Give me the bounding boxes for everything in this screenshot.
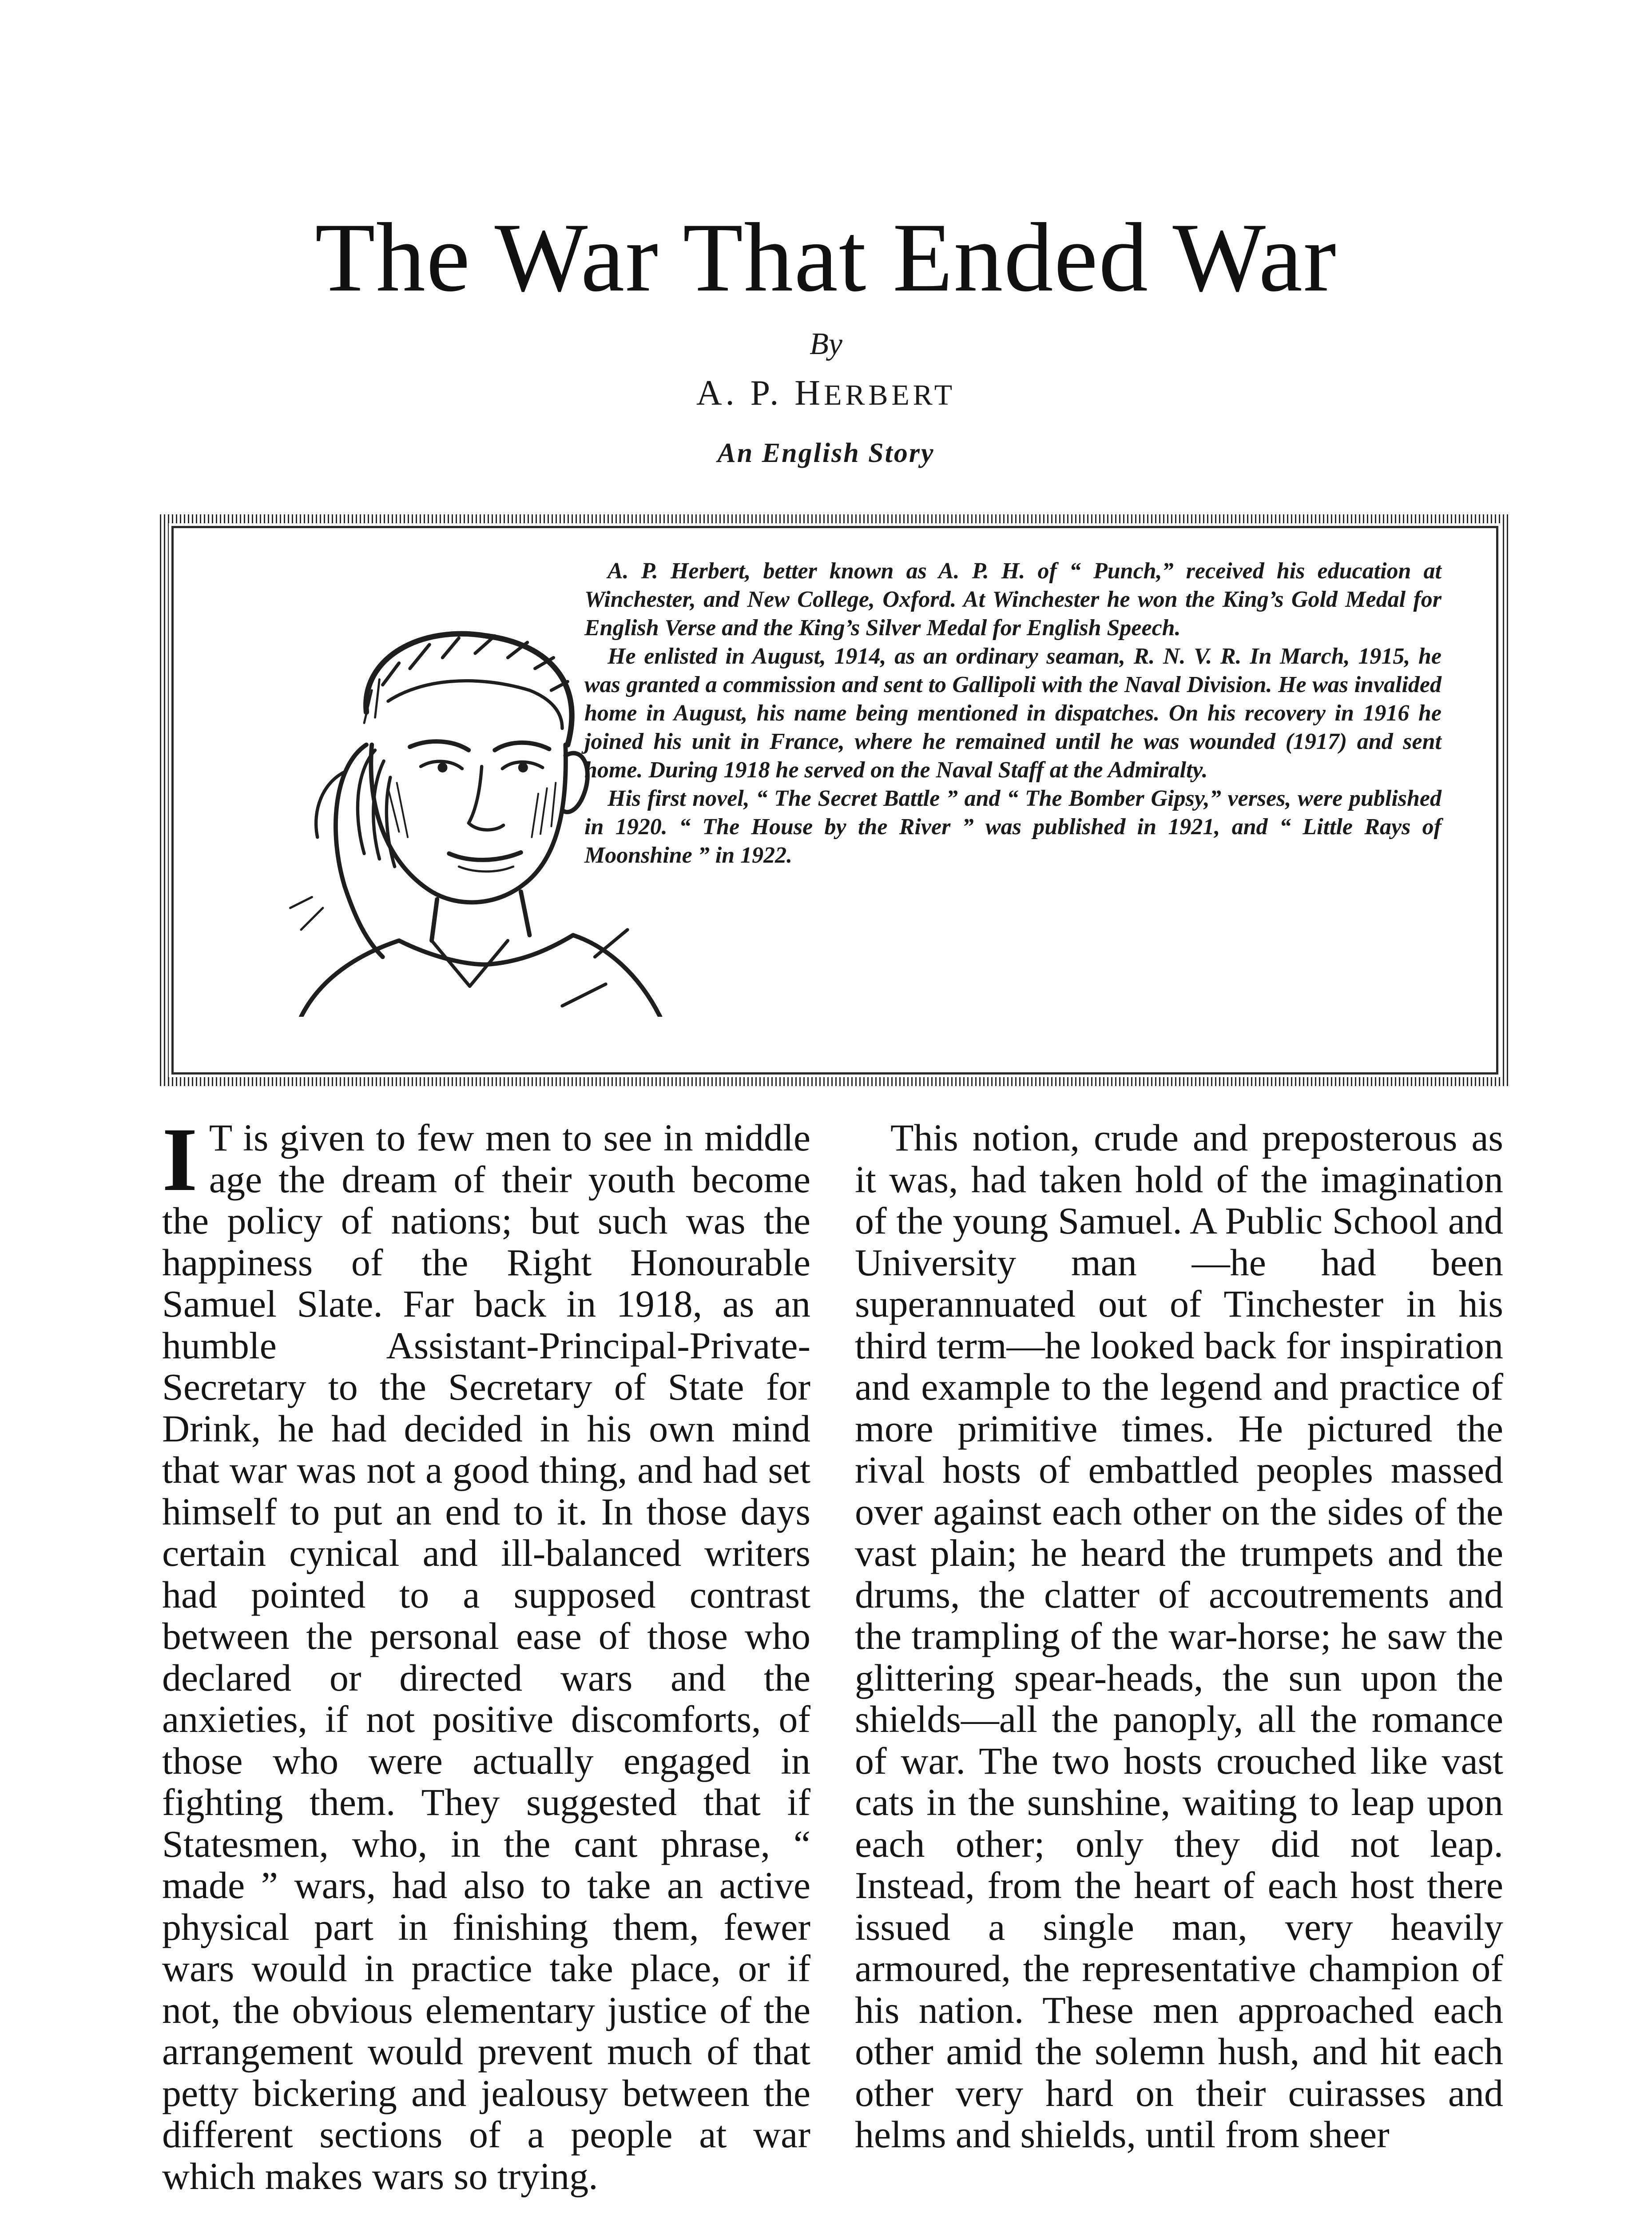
story-title: The War That Ended War xyxy=(315,203,1337,312)
story-column-right xyxy=(855,1117,1503,2156)
story-text: T is given to few men to see in middle age the dream of their youth become the policy of nations; but such was the happiness of the Right Honourable Samuel Slate. Far back in 1918, as an humble Assistant-Principal-Private-Secretary to the Secretary of State for Drink, he had decided in his own mind that war was not a good thing, and had set himself to put an end to it. In those days certain cynical and ill-balanced writers had pointed to a supposed contrast between the personal ease of those who declared or directed wars and the anxieties, if not positive discomforts, of those who were actually engaged in fighting them. They suggested that if Statesmen, who, in the cant phrase, “ made ” wars, had also to take an active physical part in finishing them, fewer wars would in practice take place, or if not, the obvious elementary justice of the arrangement would prevent much of that petty bickering and jealousy between the different sections of a people at war which makes wars so trying. xyxy=(162,1116,810,2197)
bio-paragraph: A. P. Herbert, better known as A. P. H. of “ Punch,” received his education at Winchester, and New College, Oxford. At Winchester he won the King’s Gold Medal for English Verse and the King’s Silver Medal for English Speech. xyxy=(584,558,1442,641)
bio-inner-frame xyxy=(171,526,1498,1075)
byline: By xyxy=(810,327,842,361)
story-subtitle: An English Story xyxy=(717,438,935,468)
drop-cap: I xyxy=(162,1109,198,1210)
story-paragraph xyxy=(162,1109,810,2197)
bio-paragraph: He enlisted in August, 1914, as an ordinary seaman, R. N. V. R. In March, 1915, he was granted a commission and sent to Gallipoli with the Naval Division. He was invalided home in August, his name being mentioned in dispatches. On his recovery in 1916 he joined his unit in France, where he remained until he was wounded (1917) and sent home. During 1918 he served on the Naval Staff at the Admiralty. xyxy=(584,644,1442,783)
story-column-left xyxy=(162,1109,810,2197)
author-bio-box xyxy=(160,514,1510,1086)
bio-paragraph: His first novel, “ The Secret Battle ” and “ The Bomber Gipsy,” verses, were published in 1920. “ The House by the River ” was published in 1921, and “ Little Rays of Moonshine ” in 1922. xyxy=(584,786,1442,868)
author-surname-rest: ERBERT xyxy=(824,379,956,411)
author-initials: A. P. H xyxy=(696,374,824,413)
story-paragraph: This notion, crude and preposterous as it was, had taken hold of the imagination of the young Samuel. A Public School and University man —he had been superannuated out of Tinchester in his third term—he looked back for inspiration and example to the legend and practice of more primitive times. He pictured the rival hosts of embattled peoples massed over against each other on the sides of the vast plain; he heard the trumpets and the drums, the clatter of accoutrements and the trampling of the war-horse; he saw the glittering spear-heads, the sun upon the shields—all the panoply, all the romance of war. The two hosts crouched like vast cats in the sunshine, waiting to leap upon each other; only they did not leap. Instead, from the heart of each host there issued a single man, very heavily armoured, the representative champion of his nation. These men approached each other amid the solemn hush, and hit each other very hard on their cuirasses and helms and shields, until from sheer xyxy=(855,1116,1503,2156)
author-name xyxy=(0,373,1652,414)
author-bio xyxy=(584,557,1442,870)
